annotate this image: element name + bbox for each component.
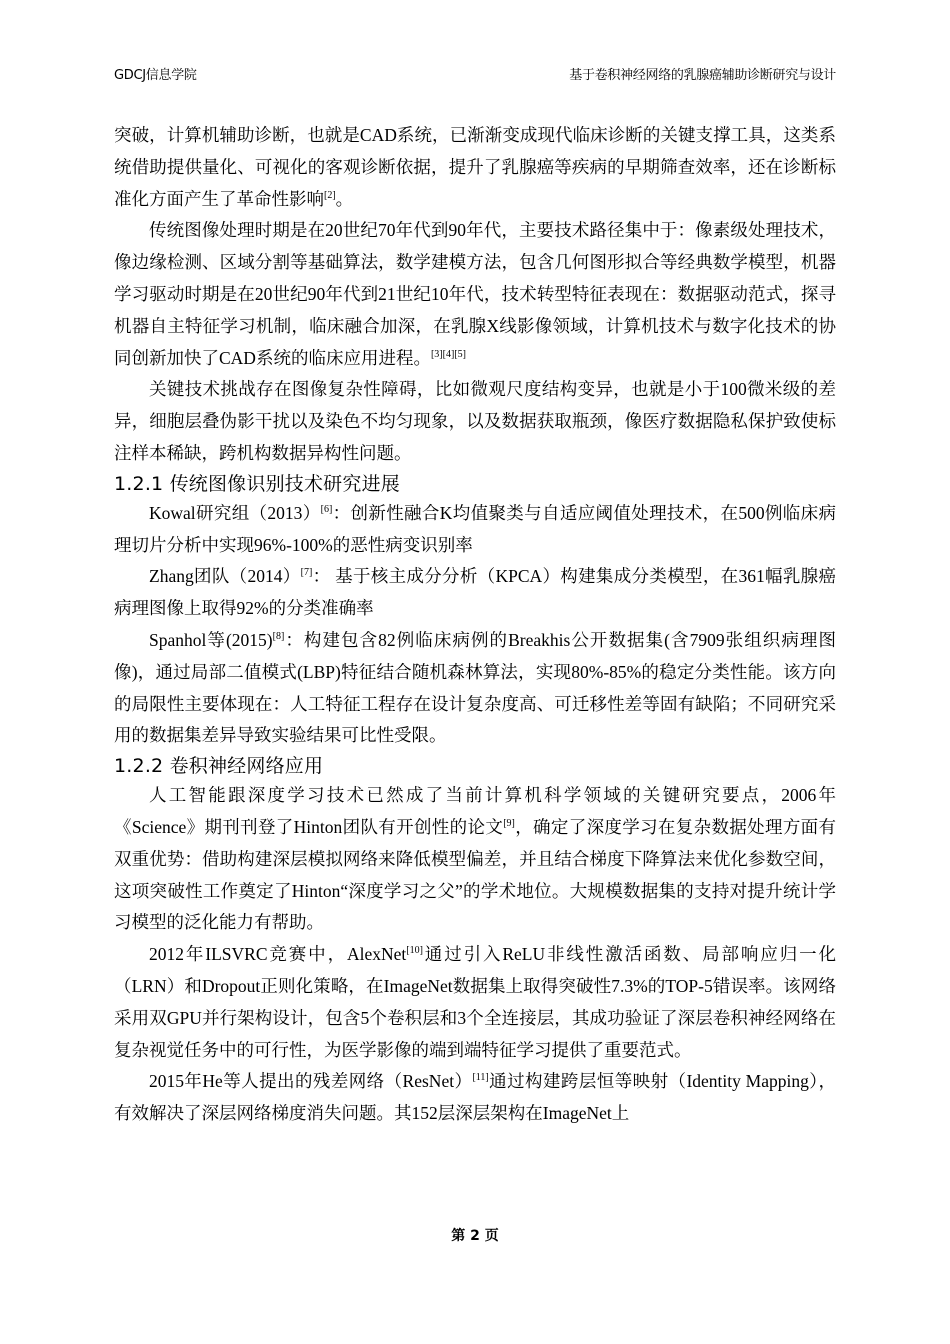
paragraph-deep-learning: 人工智能跟深度学习技术已然成了当前计算机科学领域的关键研究要点，2006年《Science》期刊刊登了Hinton团队有开创性的论文[9]，确定了深度学习在复杂数据处理方面有双重优势：借助构建深层模拟网络来降低模型偏差，并且结合梯度下降算法来优化参数空间，这项突破性工作奠定了Hinton“深度学习之父”的学术地位。大规模数据集的支持对提升统计学习模型的泛化能力有帮助。 — [114, 785, 837, 933]
section-heading-1-2-2: 1.2.2 卷积神经网络应用 — [114, 755, 324, 778]
page-header — [114, 66, 836, 86]
citation-ref: [9] — [503, 817, 515, 829]
citation-ref: [3][4][5] — [430, 348, 466, 360]
citation-ref: [10] — [406, 945, 423, 957]
citation-ref: [11] — [472, 1072, 489, 1084]
header-institution: GDCJ信息学院 — [114, 68, 197, 83]
paragraph-history: 传统图像处理时期是在20世纪70年代到90年代，主要技术路径集中于：像素级处理技术，像边缘检测、区域分割等基础算法，数学建模方法，包含几何图形拟合等经典数学模型，机器学习驱动时期是在20世纪90年代到21世纪10年代，技术转型特征表现在：数据驱动范式，探寻机器自主特征学习机制，临床融合加深，在乳腺X线影像领域，计算机技术与数字化技术的协同创新加快了CAD系统的临床应用进程。[3][4][5] — [114, 220, 836, 368]
paragraph-kowal: Kowal研究组（2013）[6]：创新性融合K均值聚类与自适应阈值处理技术，在500例临床病理切片分析中实现96%-100%的恶性病变识别率 — [114, 502, 837, 555]
citation-ref: [2] — [324, 189, 336, 201]
document-body — [114, 120, 836, 1130]
paragraph-alexnet: 2012年ILSVRC竞赛中，AlexNet[10]通过引入ReLU非线性激活函数、局部响应归一化（LRN）和Dropout正则化策略，在ImageNet数据集上取得突破性7.3%的TOP-5错误率。该网络采用双GPU并行架构设计，包含5个卷积层和3个全连接层，其成功验证了深层卷积神经网络在复杂视觉任务中的可行性，为医学影像的端到端特征学习提供了重要范式。 — [114, 944, 836, 1060]
citation-ref: [8] — [272, 630, 285, 642]
citation-ref: [6] — [320, 503, 333, 515]
paragraph-zhang: Zhang团队（2014）[7]： 基于核主成分分析（KPCA）构建集成分类模型，在361幅乳腺癌病理图像上取得92%的分类准确率 — [114, 566, 836, 619]
paragraph-spanhol: Spanhol等(2015)[8]：构建包含82例临床病例的Breakhis公开数据集(含7909张组织病理图像)，通过局部二值模式(LBP)特征结合随机森林算法，实现80%-85%的稳定分类性能。该方向的局限性主要体现在：人工特征工程存在设计复杂度高、可迁移性差等固有缺陷；不同研究采用的数据集差异导致实验结果可比性受限。 — [114, 629, 836, 746]
paragraph-cad-intro: 突破，计算机辅助诊断，也就是CAD系统，已渐渐变成现代临床诊断的关键支撑工具，这类系统借助提供量化、可视化的客观诊断依据，提升了乳腺癌等疾病的早期筛查效率，还在诊断标准化方面产生了革命性影响[2]。 — [114, 125, 836, 209]
paragraph-resnet: 2015年He等人提出的残差网络（ResNet）[11]通过构建跨层恒等映射（Identity Mapping），有效解决了深层网络梯度消失问题。其152层深层架构在ImageNet上 — [114, 1071, 836, 1124]
page-number: 第 2 页 — [451, 1228, 499, 1244]
citation-ref: [7] — [300, 567, 313, 579]
paragraph-challenges: 关键技术挑战存在图像复杂性障碍，比如微观尺度结构变异，也就是小于100微米级的差异，细胞层叠伪影干扰以及染色不均匀现象，以及数据获取瓶颈，像医疗数据隐私保护致使标注样本稀缺，跨机构数据异构性问题。 — [114, 379, 836, 463]
section-heading-1-2-1: 1.2.1 传统图像识别技术研究进展 — [114, 472, 400, 495]
header-thesis-title: 基于卷积神经网络的乳腺癌辅助诊断研究与设计 — [569, 68, 836, 83]
